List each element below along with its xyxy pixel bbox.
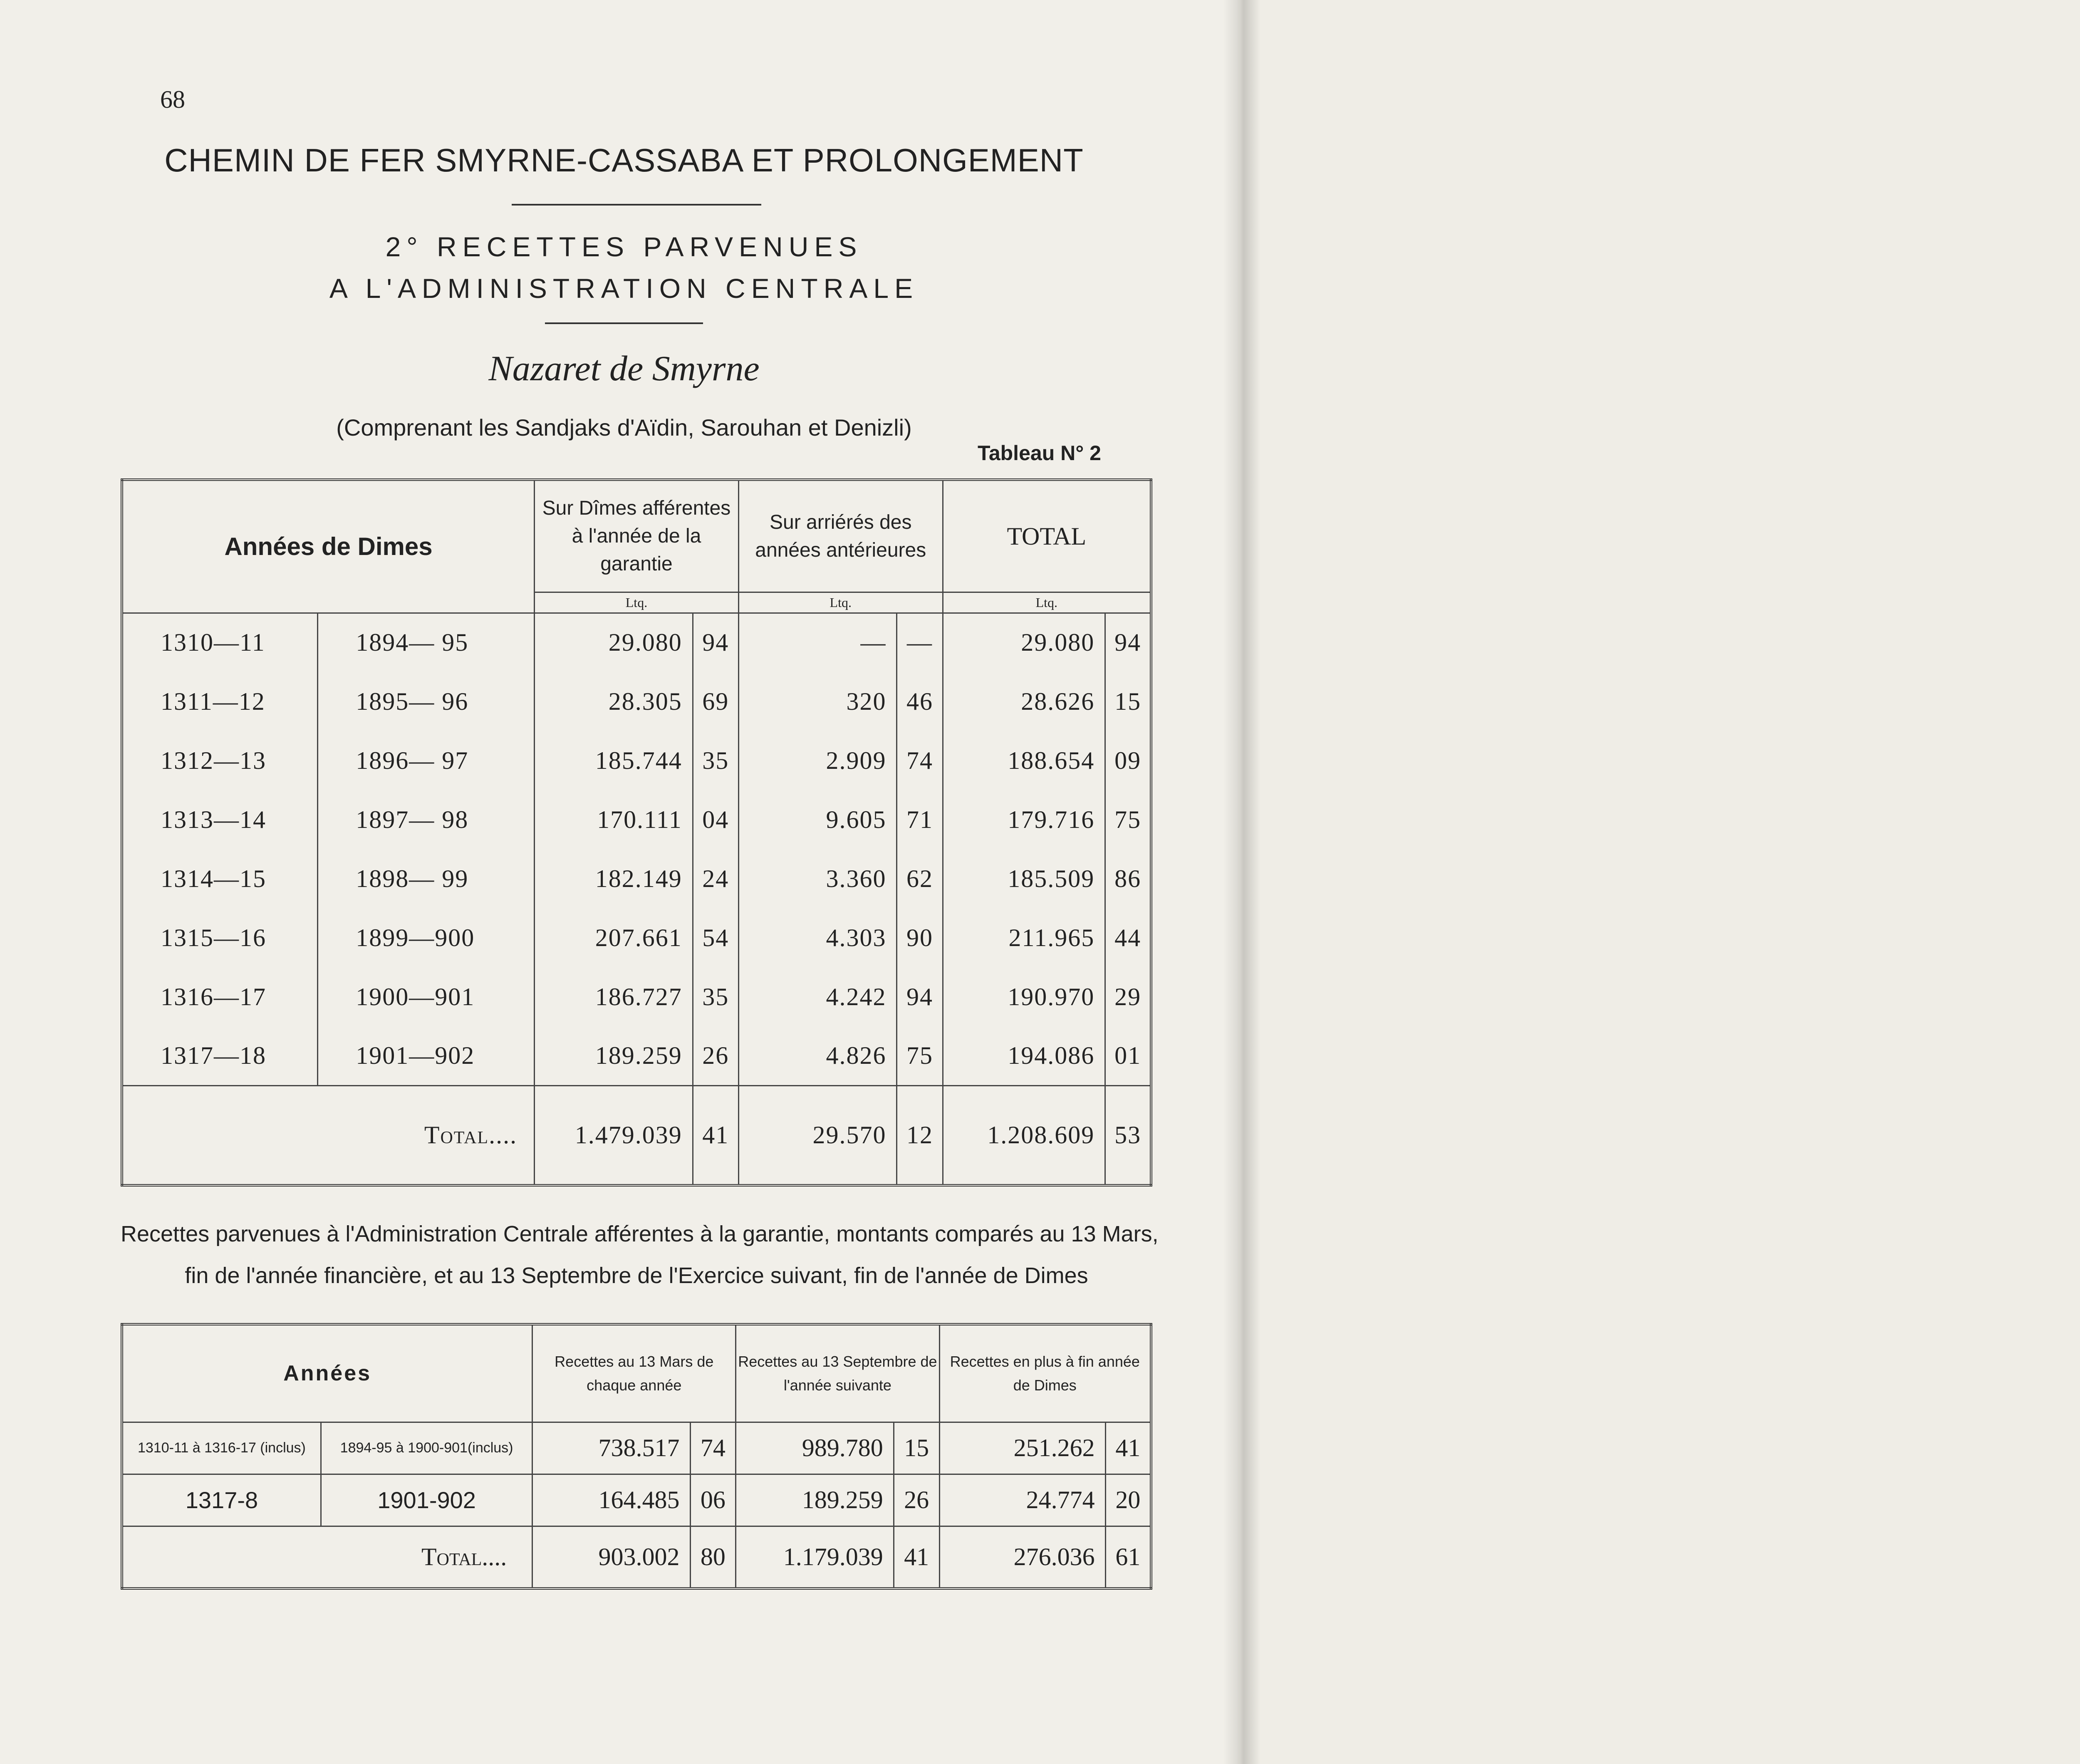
arrieres-value: 4.303: [738, 908, 897, 967]
table-row: [122, 672, 1151, 731]
region-subheading: (Comprenant les Sandjaks d'Aïdin, Sarouhan et Denizli): [336, 414, 912, 441]
table-row: [122, 1474, 1151, 1526]
dimes-cents: 94: [693, 613, 738, 672]
header-13-mars: Recettes au 13 Mars de chaque année: [532, 1324, 736, 1422]
total-c2-cents: 12: [897, 1085, 943, 1185]
dimes-value: 29.080: [535, 613, 693, 672]
year-gregorian: 1897— 98: [318, 790, 535, 849]
year-hegire: 1310-11 à 1316-17 (inclus): [122, 1422, 321, 1474]
year-gregorian: 1900—901: [318, 967, 535, 1026]
septembre-value: 189.259: [736, 1474, 894, 1526]
dimes-value: 207.661: [535, 908, 693, 967]
year-gregorian: 1895— 96: [318, 672, 535, 731]
year-gregorian: 1901—902: [318, 1026, 535, 1085]
total-cents: 29: [1105, 967, 1151, 1026]
total-cents: 94: [1105, 613, 1151, 672]
dimes-cents: 35: [693, 731, 738, 790]
mars-cents: 06: [690, 1474, 736, 1526]
dimes-value: 189.259: [535, 1026, 693, 1085]
dimes-cents: 69: [693, 672, 738, 731]
caption-line1: Recettes parvenues à l'Administration Centrale afférentes à la garantie, montants comparés au 13 Mars,: [121, 1221, 1159, 1246]
total-c2: 1.179.039: [736, 1526, 894, 1588]
dimes-value: 186.727: [535, 967, 693, 1026]
unit-ltq: Ltq.: [943, 592, 1151, 613]
total-c1-cents: 80: [690, 1526, 736, 1588]
en-plus-cents: 20: [1105, 1474, 1151, 1526]
total-c3: 276.036: [939, 1526, 1105, 1588]
total-cents: 44: [1105, 908, 1151, 967]
section-heading-line2: A L'ADMINISTRATION CENTRALE: [329, 273, 919, 304]
year-hegire: 1316—17: [122, 967, 318, 1026]
arrieres-value: 4.242: [738, 967, 897, 1026]
total-value: 190.970: [943, 967, 1105, 1026]
total-c1: 1.479.039: [535, 1085, 693, 1185]
caption-line2: fin de l'année financière, et au 13 Septembre de l'Exercice suivant, fin de l'année de Dimes: [185, 1263, 1088, 1288]
mars-value: 738.517: [532, 1422, 690, 1474]
year-hegire: 1312—13: [122, 731, 318, 790]
arrieres-value: 320: [738, 672, 897, 731]
header-arrieres: Sur arriérés des années antérieures: [738, 480, 943, 592]
header-annees-de-dimes: Années de Dimes: [122, 480, 535, 613]
total-value: 194.086: [943, 1026, 1105, 1085]
year-hegire: 1315—16: [122, 908, 318, 967]
unit-ltq: Ltq.: [535, 592, 739, 613]
arrieres-value: 3.360: [738, 849, 897, 908]
page-number-left: 68: [160, 86, 185, 113]
table-row: [122, 967, 1151, 1026]
year-gregorian: 1898— 99: [318, 849, 535, 908]
year-hegire: 1317-8: [122, 1474, 321, 1526]
table-row: [122, 790, 1151, 849]
total-c2: 29.570: [738, 1085, 897, 1185]
septembre-value: 989.780: [736, 1422, 894, 1474]
mars-value: 164.485: [532, 1474, 690, 1526]
dimes-cents: 54: [693, 908, 738, 967]
septembre-cents: 15: [894, 1422, 939, 1474]
arrieres-cents: 46: [897, 672, 943, 731]
dimes-cents: 04: [693, 790, 738, 849]
en-plus-cents: 41: [1105, 1422, 1151, 1474]
arrieres-value: 9.605: [738, 790, 897, 849]
table-row: [122, 1422, 1151, 1474]
arrieres-cents: —: [897, 613, 943, 672]
arrieres-value: 4.826: [738, 1026, 897, 1085]
year-gregorian: 1896— 97: [318, 731, 535, 790]
header-dimes-afferentes: Sur Dîmes afférentes à l'année de la garantie: [535, 480, 739, 592]
year-hegire: 1313—14: [122, 790, 318, 849]
region-heading: Nazaret de Smyrne: [488, 348, 760, 388]
arrieres-cents: 74: [897, 731, 943, 790]
table-row: [122, 908, 1151, 967]
total-cents: 01: [1105, 1026, 1151, 1085]
en-plus-value: 251.262: [939, 1422, 1105, 1474]
total-value: 28.626: [943, 672, 1105, 731]
dimes-value: 185.744: [535, 731, 693, 790]
dimes-value: 170.111: [535, 790, 693, 849]
table-row: [122, 849, 1151, 908]
total-value: 185.509: [943, 849, 1105, 908]
table-row: [122, 1026, 1151, 1085]
arrieres-cents: 90: [897, 908, 943, 967]
arrieres-cents: 94: [897, 967, 943, 1026]
section-heading-line1: 2° RECETTES PARVENUES: [385, 231, 863, 262]
table-recettes-comparees: [121, 1323, 1152, 1590]
table-row: [122, 613, 1151, 672]
total-value: 211.965: [943, 908, 1105, 967]
section-rule: [545, 322, 703, 324]
total-cents: 75: [1105, 790, 1151, 849]
dimes-cents: 26: [693, 1026, 738, 1085]
total-c3-cents: 61: [1105, 1526, 1151, 1588]
total-c1-cents: 41: [693, 1085, 738, 1185]
title-rule: [512, 204, 761, 206]
en-plus-value: 24.774: [939, 1474, 1105, 1526]
arrieres-value: 2.909: [738, 731, 897, 790]
arrieres-value: —: [738, 613, 897, 672]
year-gregorian: 1894-95 à 1900-901(inclus): [321, 1422, 532, 1474]
dimes-cents: 35: [693, 967, 738, 1026]
year-hegire: 1317—18: [122, 1026, 318, 1085]
dimes-value: 28.305: [535, 672, 693, 731]
header-annees: Années: [122, 1324, 532, 1422]
total-c1: 903.002: [532, 1526, 690, 1588]
total-t-cents: 53: [1105, 1085, 1151, 1185]
header-total: TOTAL: [943, 480, 1151, 592]
arrieres-cents: 71: [897, 790, 943, 849]
table-row: [122, 731, 1151, 790]
year-hegire: 1314—15: [122, 849, 318, 908]
year-hegire: 1310—11: [122, 613, 318, 672]
year-gregorian: 1899—900: [318, 908, 535, 967]
total-t: 1.208.609: [943, 1085, 1105, 1185]
page-title-left: CHEMIN DE FER SMYRNE-CASSABA ET PROLONGEMENT: [164, 142, 1084, 178]
header-en-plus: Recettes en plus à fin année de Dimes: [939, 1324, 1151, 1422]
tableau-label-2: Tableau N° 2: [978, 441, 1101, 465]
mars-cents: 74: [690, 1422, 736, 1474]
year-hegire: 1311—12: [122, 672, 318, 731]
year-gregorian: 1901-902: [321, 1474, 532, 1526]
book-gutter: [1223, 0, 1260, 1764]
arrieres-cents: 75: [897, 1026, 943, 1085]
dimes-value: 182.149: [535, 849, 693, 908]
total-c2-cents: 41: [894, 1526, 939, 1588]
arrieres-cents: 62: [897, 849, 943, 908]
total-label: Total....: [122, 1085, 535, 1185]
table-recettes-dimes: [121, 478, 1152, 1187]
total-value: 179.716: [943, 790, 1105, 849]
right-page: [1238, 0, 2080, 1764]
unit-ltq: Ltq.: [738, 592, 943, 613]
year-gregorian: 1894— 95: [318, 613, 535, 672]
dimes-cents: 24: [693, 849, 738, 908]
total-cents: 86: [1105, 849, 1151, 908]
total-value: 29.080: [943, 613, 1105, 672]
total-value: 188.654: [943, 731, 1105, 790]
total-cents: 09: [1105, 731, 1151, 790]
total-cents: 15: [1105, 672, 1151, 731]
total-label: Total....: [122, 1526, 532, 1588]
septembre-cents: 26: [894, 1474, 939, 1526]
header-13-septembre: Recettes au 13 Septembre de l'année suivante: [736, 1324, 939, 1422]
